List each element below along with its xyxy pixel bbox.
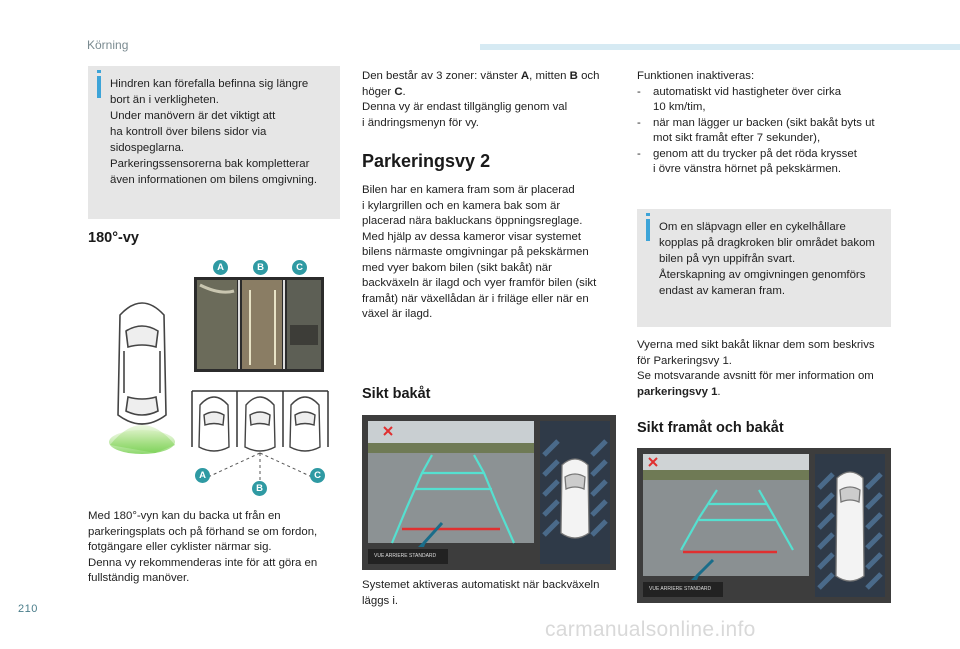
reference-text: Vyerna med sikt bakåt liknar dem som beskrivs för Parkeringsvy 1. Se motsvarande avsnitt för mer information om [637,339,875,382]
body-parking-view-2 [362,183,624,323]
info-icon [646,219,650,241]
list-dash: - [637,147,641,160]
zone-label-a-top: A [213,260,228,275]
list-item-text: när man lägger ur backen (sikt bakåt byts ut mot sikt framåt efter 7 sekunder), [653,116,875,144]
info-icon [97,76,101,98]
zone-label-b-bottom: B [252,481,267,496]
front-rear-view-screen [637,448,891,603]
zones-intro-part: . Denna vy är endast tillgänglig genom val i ändringsmenyn för vy. [362,85,568,129]
zones-intro-part: , mitten [529,70,570,82]
info-note-text: Hindren kan förefalla befinna sig längre bort än i verkligheten. Under manövern är det viktigt att ha kontroll över bilens sidor via sidospeglarna. Parkeringssensorerna bak kompletterar även informationen om bilens omgivning. [110,78,318,186]
section-title: Körning [87,38,129,52]
body-180-view-text: Med 180°-vyn kan du backa ut från en parkeringsplats och på förhand se om fordon, fotgängare eller cyklister närmar sig. Denna vy rekommenderas inte för att göra en fullständig manöver. [88,510,318,584]
zone-label-c-bottom: C [310,468,325,483]
list-item [637,147,899,178]
list-dash: - [637,116,641,129]
rear-view-screen [362,415,616,570]
zones-intro-part: och höger [362,70,600,98]
caption-rear-view-text: Systemet aktiveras automatiskt när backväxeln läggs i. [362,579,600,607]
body-parking-view-2-text: Bilen har en kamera fram som är placerad i kylargrillen och en kamera bak som är placerad nära bakluckans öppningsreglage. Med hjälp av dessa kameror visar systemet bilens närmaste omgivningar på pekskärmen med vyer bakom bilen (sikt bakåt) när backväxeln är ilagd och vyer framför bilen (sikt framåt) när växellådan är i friläge eller när en växel är ilagd. [362,184,597,320]
info-note-trailer [637,209,891,327]
heading-rear-view: Sikt bakåt [362,386,431,402]
zone-a-bold: A [520,70,530,82]
zone-label-c-top: C [292,260,307,275]
zones-intro-part: Den består av 3 zoner: vänster [362,70,521,82]
header-accent-bar [480,44,960,50]
list-item [637,85,899,116]
zones-intro [362,69,622,131]
list-item-text: genom att du trycker på det röda krysset i övre vänstra hörnet på pekskärmen. [653,147,857,175]
page-number: 210 [18,603,38,615]
heading-180-view: 180°-vy [88,230,139,246]
zone-label-a-bottom: A [195,468,210,483]
rear-view-screen-label: VUE ARRIERE STANDARD [374,553,437,559]
list-item [637,116,899,147]
zone-label-b-top: B [253,260,268,275]
front-rear-view-screen-label: VUE ARRIERE STANDARD [649,586,712,592]
list-dash: - [637,85,641,98]
info-note-text: Om en släpvagn eller en cykelhållare kopplas på dragkroken blir området bakom bilen på vyn uppifrån svart. Återskapning av omgivningen genomförs endast av kameran fram. [659,221,875,297]
zone-c-bold: C [394,85,403,98]
list-item-text: automatiskt vid hastigheter över cirka 10 km/tim, [653,85,842,113]
reference-bold: parkeringsvy 1 [637,385,718,398]
deactivation-intro: Funktionen inaktiveras: [637,70,755,82]
heading-parking-view-2: Parkeringsvy 2 [362,151,491,171]
deactivation-list [637,69,899,178]
body-180-view [88,509,348,587]
heading-front-rear-view: Sikt framåt och bakåt [637,420,784,436]
info-note-obstacles [88,66,340,219]
watermark: carmanualsonline.info [545,618,756,641]
reference-text: . [717,385,721,398]
illustration-180-view [100,255,340,505]
rear-view-reference [637,338,899,400]
zone-b-bold: B [569,70,578,82]
caption-rear-view [362,578,624,609]
